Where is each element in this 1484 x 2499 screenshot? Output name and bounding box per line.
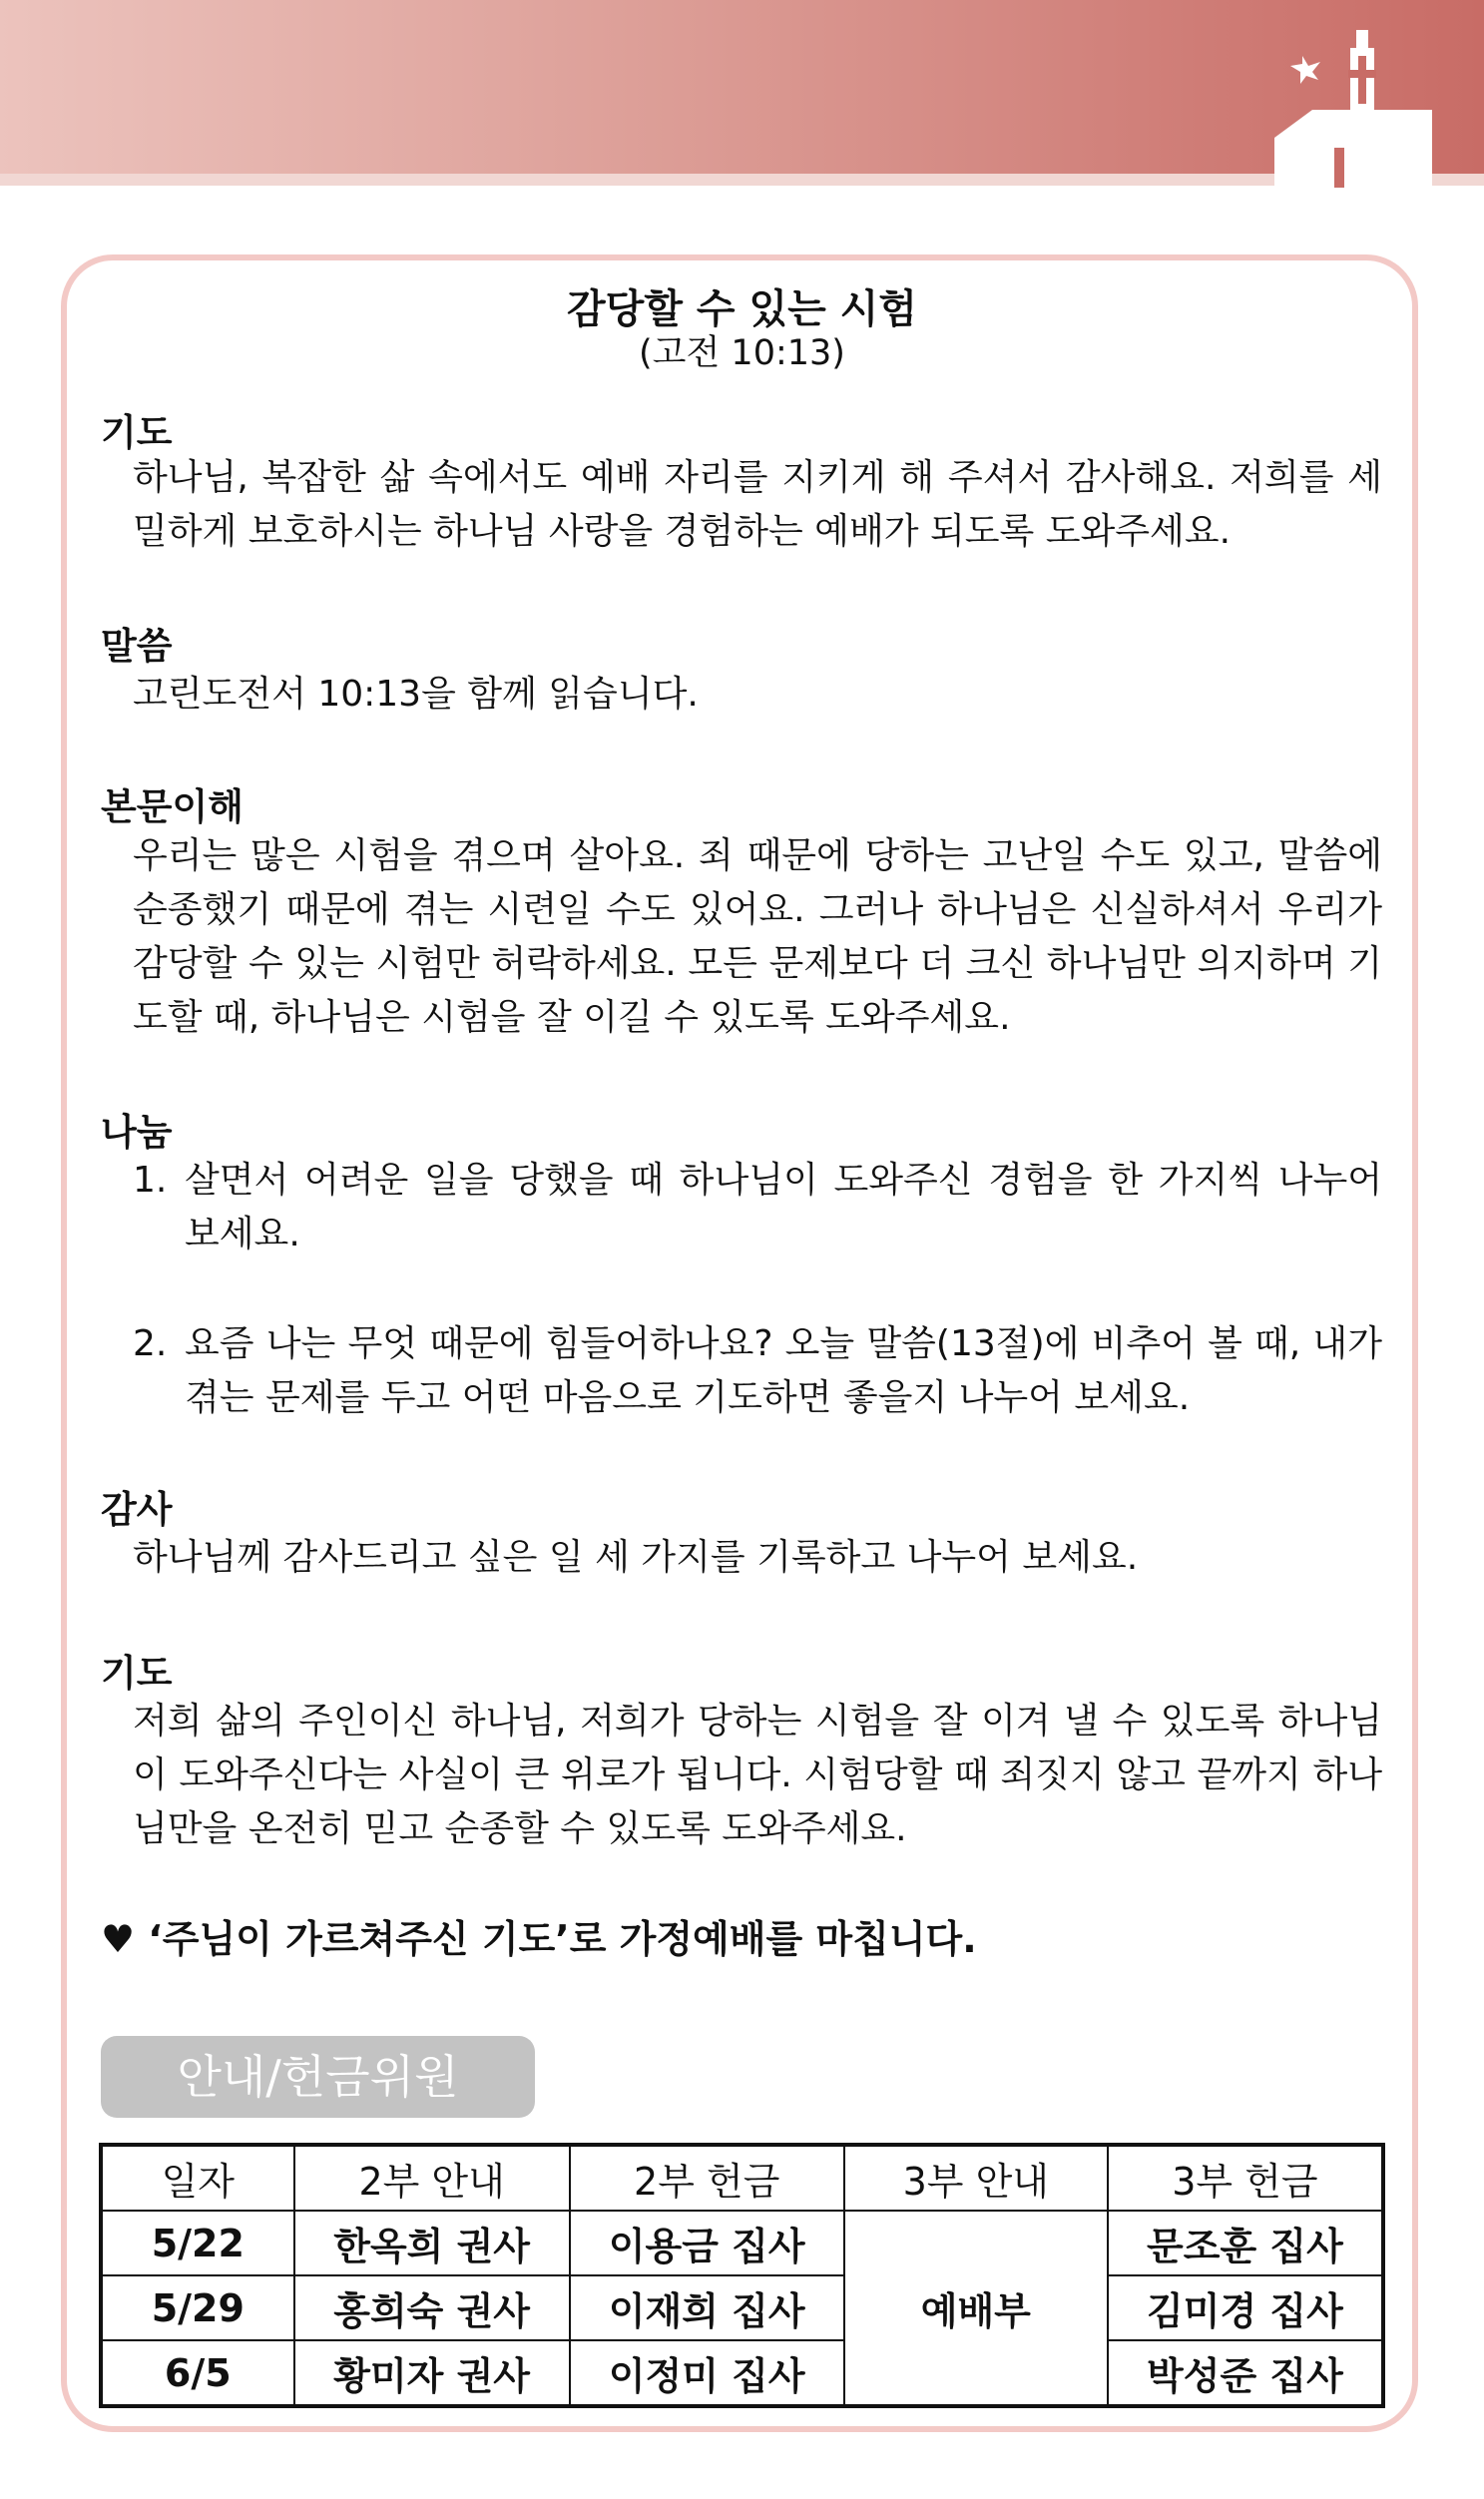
header-banner bbox=[0, 0, 1484, 182]
offering-2-cell: 이정미 집사 bbox=[570, 2340, 844, 2406]
thanks-heading: 감사 bbox=[101, 1488, 173, 1531]
understanding-text: 우리는 많은 시험을 겪으며 살아요. 죄 때문에 당하는 고난일 수도 있고, 말씀에 순종했기 때문에 겪는 시련일 수도 있어요. 그러나 하나님은 신실하셔서 우리가 감당할 수 있는 시험만 허락하세요. 모든 문제보다 더 크신 하나님만 의지하며 기도할 때, 하나님은 시험을 잘 이길 수 있도록 도와주세요. bbox=[133, 835, 1382, 1038]
offering-3-cell: 박성준 집사 bbox=[1108, 2340, 1383, 2406]
table-row bbox=[101, 2211, 1383, 2275]
prayer-text: 하나님, 복잡한 삶 속에서도 예배 자리를 지키게 해 주셔서 감사해요. 저희를 세밀하게 보호하시는 하나님 사랑을 경험하는 예배가 되도록 도와주세요. bbox=[133, 457, 1382, 552]
column-header: 일자 bbox=[101, 2145, 294, 2211]
table-row bbox=[101, 2340, 1383, 2406]
sharing-heading: 나눔 bbox=[101, 1111, 173, 1154]
church-icon bbox=[1272, 18, 1452, 188]
guide-2-cell: 홍희숙 권사 bbox=[294, 2275, 570, 2340]
closing-prayer-heading: 기도 bbox=[101, 1652, 173, 1695]
roster-label: 안내/헌금위원 bbox=[101, 2036, 535, 2118]
column-header: 3부 안내 bbox=[844, 2145, 1108, 2211]
guide-3-cell: 예배부 bbox=[844, 2211, 1108, 2406]
roster-table bbox=[99, 2143, 1385, 2408]
column-header: 2부 헌금 bbox=[570, 2145, 844, 2211]
table-row bbox=[101, 2275, 1383, 2340]
offering-3-cell: 문조훈 집사 bbox=[1108, 2211, 1383, 2275]
prayer-heading: 기도 bbox=[101, 411, 173, 454]
offering-2-cell: 이재희 집사 bbox=[570, 2275, 844, 2340]
scripture-reference: (고전 10:13) bbox=[639, 333, 845, 373]
sharing-item-text: 요즘 나는 무엇 때문에 힘들어하나요? 오늘 말씀(13절)에 비추어 볼 때, 내가 겪는 문제를 두고 어떤 마음으로 기도하면 좋을지 나누어 보세요. bbox=[185, 1323, 1382, 1418]
sharing-item-number: 1. bbox=[133, 1160, 168, 1201]
closing-note: ♥ ‘주님이 가르쳐주신 기도’로 가정예배를 마칩니다. bbox=[101, 1917, 977, 1961]
guide-2-cell: 한옥희 권사 bbox=[294, 2211, 570, 2275]
understanding-heading: 본문이해 bbox=[101, 785, 244, 828]
guide-2-cell: 황미자 권사 bbox=[294, 2340, 570, 2406]
sharing-item-number: 2. bbox=[133, 1323, 168, 1364]
word-heading: 말씀 bbox=[101, 625, 173, 668]
sharing-item-text: 살면서 어려운 일을 당했을 때 하나님이 도와주신 경험을 한 가지씩 나누어 보세요. bbox=[185, 1160, 1382, 1254]
date-cell: 5/29 bbox=[101, 2275, 294, 2340]
column-header: 3부 헌금 bbox=[1108, 2145, 1383, 2211]
sharing-item-1 bbox=[133, 1154, 1382, 1261]
thanks-text: 하나님께 감사드리고 싶은 일 세 가지를 기록하고 나누어 보세요. bbox=[133, 1537, 1139, 1578]
header-stripe bbox=[0, 174, 1484, 186]
sharing-item-2 bbox=[133, 1317, 1382, 1425]
offering-3-cell: 김미경 집사 bbox=[1108, 2275, 1383, 2340]
date-cell: 5/22 bbox=[101, 2211, 294, 2275]
table-header-row bbox=[101, 2145, 1383, 2211]
offering-2-cell: 이용금 집사 bbox=[570, 2211, 844, 2275]
word-text: 고린도전서 10:13을 함께 읽습니다. bbox=[133, 674, 699, 715]
page-title: 감당할 수 있는 시험 bbox=[567, 286, 917, 332]
date-cell: 6/5 bbox=[101, 2340, 294, 2406]
closing-prayer-text: 저희 삶의 주인이신 하나님, 저희가 당하는 시험을 잘 이겨 낼 수 있도록 하나님이 도와주신다는 사실이 큰 위로가 됩니다. 시험당할 때 죄짓지 않고 끝까지 하나님만을 온전히 믿고 순종할 수 있도록 도와주세요. bbox=[133, 1701, 1382, 1849]
column-header: 2부 안내 bbox=[294, 2145, 570, 2211]
